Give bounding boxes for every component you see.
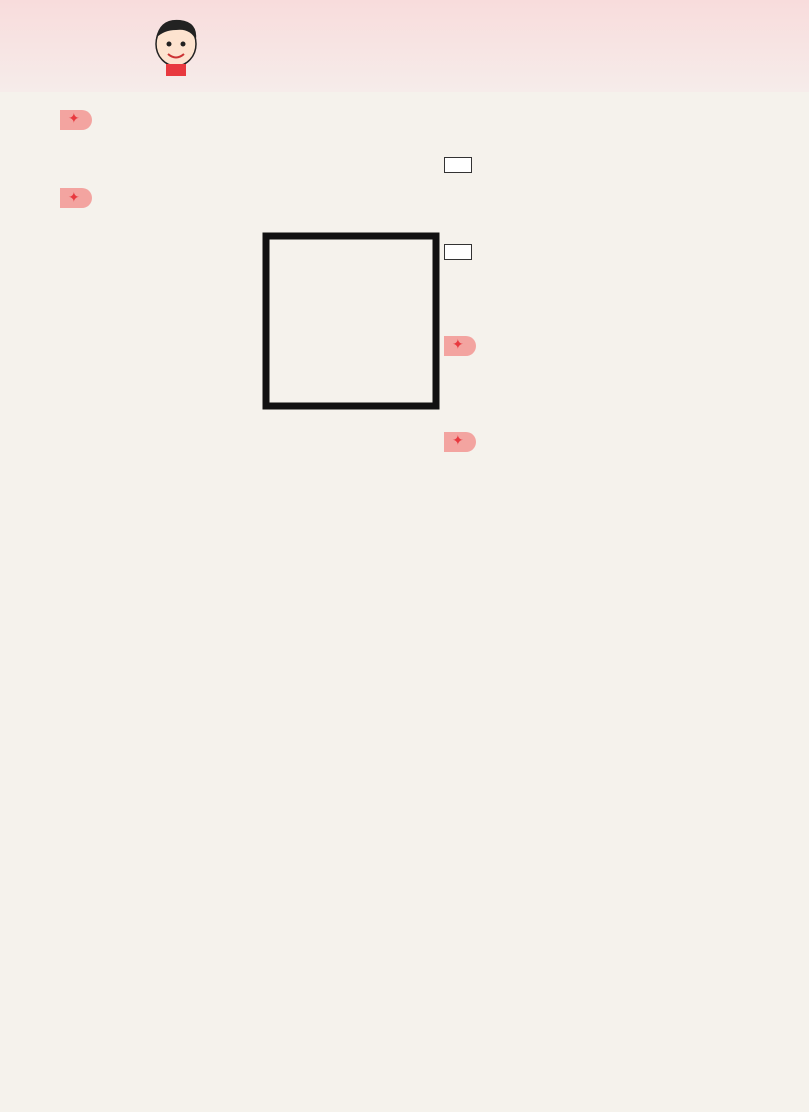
answer	[444, 510, 776, 527]
section-heading	[60, 185, 412, 211]
answer	[444, 313, 776, 330]
section-heading	[444, 429, 776, 455]
header-band	[0, 0, 809, 92]
left-column	[60, 104, 412, 483]
blank-box	[444, 157, 472, 173]
lesson-title	[444, 401, 776, 425]
section-heading	[60, 107, 412, 133]
answer	[444, 278, 776, 295]
counter-figure	[570, 527, 640, 587]
right-column	[444, 104, 776, 589]
star-icon: ✦	[68, 111, 80, 128]
answer	[444, 261, 776, 278]
star-icon: ✦	[68, 189, 80, 206]
answer	[444, 475, 776, 492]
answer	[444, 104, 776, 121]
answer	[60, 448, 412, 465]
blank-box	[444, 244, 472, 260]
answer	[444, 493, 776, 510]
page-footer	[0, 1084, 809, 1099]
section-heading	[444, 333, 776, 359]
answer	[444, 379, 776, 396]
abacus-matching-figure	[60, 234, 360, 406]
lesson-title	[60, 157, 412, 181]
answer	[444, 295, 776, 312]
star-icon: ✦	[452, 433, 464, 450]
explanation-line	[60, 465, 412, 482]
star-icon: ✦	[452, 337, 464, 354]
mascot-icon	[150, 14, 202, 78]
